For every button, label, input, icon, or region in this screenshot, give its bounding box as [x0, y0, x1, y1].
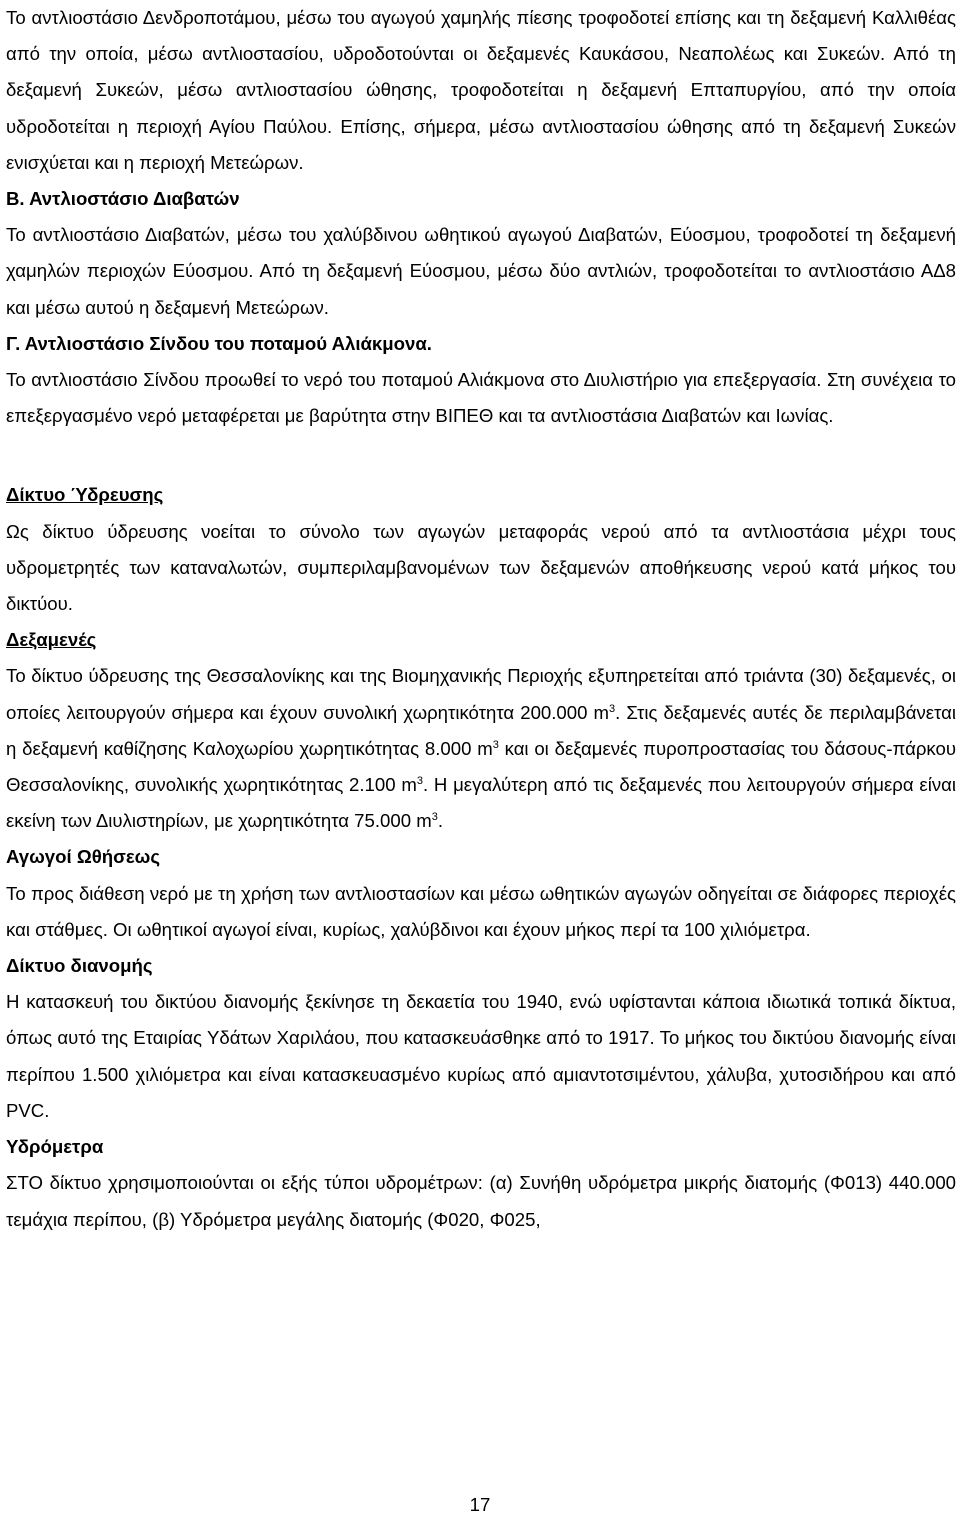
paragraph: Το προς διάθεση νερό με τη χρήση των αντλιοστασίων και μέσω ωθητικών αγωγών οδηγείται σε διάφορες περιοχές και στάθμες. Οι ωθητικοί αγωγοί είναι, κυρίως, χαλύβδινοι και έχουν μήκος περί τα 100 χιλιόμετρα. [6, 882, 956, 940]
paragraph: Το αντλιοστάσιο Σίνδου προωθεί το νερό του ποταμού Αλιάκμονα στο Διυλιστήριο για επεξεργασία. Στη συνέχεια το επεξεργασμένο νερό μεταφέρεται με βαρύτητα στην ΒΙΠΕΘ και τα αντλιοστάσια Διαβατών και Ιωνίας. [6, 369, 956, 427]
section-heading: Δίκτυο διανομής [6, 955, 153, 977]
superscript: 3 [492, 738, 499, 751]
paragraph: ΣΤΟ δίκτυο χρησιμοποιούνται οι εξής τύποι υδρομέτρων: (α) Συνήθη υδρόμετρα μικρής διατομής (Φ013) 440.000 τεμάχια περίπου, (β) Υδρόμετρα μεγάλης διατομής (Φ020, Φ025, [6, 1172, 956, 1230]
section-heading: Αγωγοί Ωθήσεως [6, 846, 161, 868]
document-page [6, 0, 956, 1238]
text-run: . [437, 810, 444, 832]
paragraph: Ως δίκτυο ύδρευσης νοείται το σύνολο των αγωγών μεταφοράς νερού από τα αντλιοστάσια μέχρι τους υδρομετρητές των καταναλωτών, συμπεριλαμβανομένων των δεξαμενών αποθήκευσης νερού κατά μήκος του δικτύου. [6, 520, 956, 615]
section-spacer [6, 434, 956, 477]
text-run: . Η μεγαλύτερη από τις δεξαμενές που λειτουργούν σήμερα είναι εκείνη των Διυλιστηρίων, με χωρητικότητα 75.000 m [6, 774, 957, 832]
paragraph [6, 658, 956, 839]
text-run: Το δίκτυο ύδρευσης της Θεσσαλονίκης και της Βιομηχανικής Περιοχής εξυπηρετείται από τριάντα (30) δεξαμενές, οι οποίες λειτουργούν σήμερα και έχουν συνολική χωρητικότητα 200.000 m [6, 665, 956, 723]
page-number: 17 [469, 1494, 491, 1515]
text-run: . Στις δεξαμενές αυτές δε περιλαμβάνεται η δεξαμενή καθίζησης Καλοχωρίου χωρητικότητας 8.000 m [6, 701, 957, 759]
section-heading: Γ. Αντλιοστάσιο Σίνδου του ποταμού Αλιάκμονα. [6, 332, 432, 354]
paragraph: Η κατασκευή του δικτύου διανομής ξεκίνησε τη δεκαετία του 1940, ενώ υφίστανται κάποια ιδιωτικά τοπικά δίκτυα, όπως αυτό της Εταιρίας Υδάτων Χαριλάου, που κατασκευάσθηκε από το 1917. Το μήκος του δικτύου διανομής είναι περίπου 1.500 χιλιόμετρα και είναι κατασκευασμένο κυρίως από αμιαντοτσιμέντου, χάλυβα, χυτοσιδήρου και από PVC. [6, 991, 956, 1121]
paragraph: Το αντλιοστάσιο Δενδροποτάμου, μέσω του αγωγού χαμηλής πίεσης τροφοδοτεί επίσης και τη δεξαμενή Καλλιθέας από την οποία, μέσω αντλιοστασίου, υδροδοτούνται οι δεξαμενές Καυκάσου, Νεαπολέως και Συκεών. Από τη δεξαμενή Συκεών, μέσω αντλιοστασίου ώθησης, τροφοδοτείται η δεξαμενή Επταπυργίου, από την οποία υδροδοτείται η περιοχή Αγίου Παύλου. Επίσης, σήμερα, μέσω αντλιοστασίου ώθησης από τη δεξαμενή Συκεών ενισχύεται και η περιοχή Μετεώρων. [6, 7, 956, 173]
section-heading-underlined: Δίκτυο Ύδρευσης [6, 484, 164, 506]
superscript: 3 [609, 702, 616, 715]
superscript: 3 [416, 775, 423, 788]
section-heading: Β. Αντλιοστάσιο Διαβατών [6, 188, 240, 210]
section-heading-underlined: Δεξαμενές [6, 629, 97, 651]
section-heading: Υδρόμετρα [6, 1136, 104, 1158]
paragraph: Το αντλιοστάσιο Διαβατών, μέσω του χαλύβδινου ωθητικού αγωγού Διαβατών, Εύοσμου, τροφοδοτεί τη δεξαμενή χαμηλών περιοχών Εύοσμου. Από τη δεξαμενή Εύοσμου, μέσω δύο αντλιών, τροφοδοτείται το αντλιοστάσιο ΑΔ8 και μέσω αυτού η δεξαμενή Μετεώρων. [6, 224, 956, 318]
superscript: 3 [431, 811, 438, 824]
text-run: και οι δεξαμενές πυροπροστασίας του δάσους-πάρκου Θεσσαλονίκης, συνολικής χωρητικότητας 2.100 m [6, 737, 956, 796]
